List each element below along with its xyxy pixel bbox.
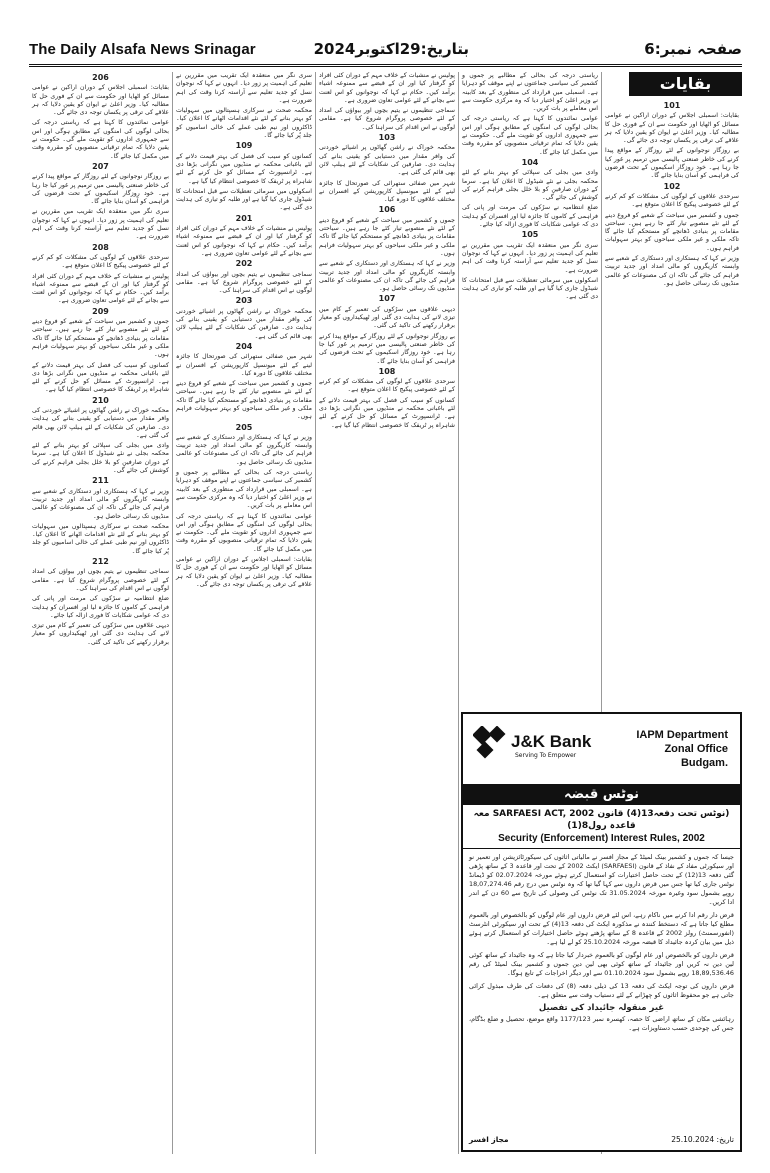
paragraph: وادی میں بجلی کی سپلائی کو بہتر بنانے کے لئے محکمہ بجلی نے نئے شیڈول کا اعلان کیا ہے۔ سرما کے دوران صارفین کو بلا خلل بجلی فراہم کرنے کی کوشش کی جائے گی۔	[32, 442, 169, 475]
article-number: 108	[378, 366, 396, 376]
notice-title: نوٹس قبضہ	[463, 785, 740, 805]
paragraph: وزیر نے کہا کہ ہستکاری اور دستکاری کے شعبے سے وابستہ کاریگروں کو مالی امداد اور جدید تربیت فراہم کی جائے گی تاکہ ان کی مصنوعات کو عالمی منڈیوں تک رسائی حاصل ہو۔	[32, 487, 169, 520]
property-description: رہائشی مکان کے ساتھ اراضی کا حصہ، کھسرہ نمبر 1177/123 واقع موضع، تحصیل و ضلع بڈگام، جس کی چوحدی حسب دستاویزات ہے۔	[469, 1015, 734, 1032]
paragraph: ضلع انتظامیہ نے سڑکوں کی مرمت اور پانی کی فراہمی کے کاموں کا جائزہ لیا اور افسران کو ہدایت دی کہ عوامی شکایات کا فوری ازالہ کیا جائے۔	[32, 595, 169, 619]
paragraph: سرحدی علاقوں کے لوگوں کی مشکلات کو کم کرنے کے لئے خصوصی پیکیج کا اعلان متوقع ہے۔	[319, 378, 455, 394]
article-number: 209	[92, 306, 109, 316]
article-number: 205	[235, 422, 253, 432]
paragraph: شہر میں صفائی ستھرائی کی صورتحال کا جائزہ لینے کے لئے میونسپل کارپوریشن کے افسران نے مختلف علاقوں کا دورہ کیا۔	[176, 353, 312, 377]
paragraph: پولیس نے منشیات کے خلاف مہم کے دوران کئی افراد کو گرفتار کیا اور ان کے قبضے سے ممنوعہ اشیاء برآمد کیں۔ حکام نے کہا کہ نوجوانوں کو اس لعنت سے بچانے کے لئے عوامی تعاون ضروری ہے۔	[176, 225, 312, 257]
paragraph: کسانوں کو سیب کی فصل کی بہتر قیمت دلانے کے لئے باغبانی محکمہ نے منڈیوں میں نگرانی بڑھا دی ہے۔ ٹرانسپورٹ کے مسائل کو حل کرنے کے لئے شاہراہ پر ٹریفک کا خصوصی انتظام کیا گیا ہے۔	[176, 152, 312, 185]
article-number: 207	[92, 161, 109, 171]
paragraph: اسکولوں میں سرمائی تعطیلات سے قبل امتحانات کا شیڈول جاری کیا گیا ہے اور طلبہ کو تیاری کی ہدایت دی گئی ہے۔	[462, 276, 598, 301]
paragraph: محکمہ خوراک نے راشن گھاٹوں پر اشیائے خوردنی کی وافر مقدار میں دستیابی کو یقینی بنانے کی ہدایت دی۔ صارفین کی شکایات کے لئے ہیلپ لائن بھی قائم کی گئی ہے۔	[319, 144, 455, 177]
paragraph: اسکولوں میں سرمائی تعطیلات سے قبل امتحانات کا شیڈول جاری کیا گیا ہے اور طلبہ کو تیاری کی ہدایت دی گئی ہے۔	[176, 187, 312, 212]
notice-paragraph: قرض دار رقم ادا کرنے میں ناکام رہے، اس لئے قرض داروں اور عام لوگوں کو بالخصوص اور بالعموم مطلع کیا جاتا ہے کہ دستخط کنندہ نے مذکورہ ایکٹ کی دفعہ 13(4) کے تحت اور سیکورٹی انٹرسٹ (انفورسمنٹ) رولز 2002 کے قاعدہ 8 کے ساتھ پڑھتے ہوئے حاصل اختیارات کو استعمال کرتے ہوئے ذیل میں بیان کردہ جائیداد کا قبضہ مورخہ 25.10.2024 کو لے لیا ہے۔	[469, 911, 735, 946]
bank-name: J&K Bank	[511, 732, 592, 751]
column-4	[172, 72, 315, 1154]
paragraph: دیہی علاقوں میں سڑکوں کی تعمیر کے کام میں تیزی لانے کی ہدایت دی گئی اور ٹھیکیداروں کو معیار برقرار رکھنے کی تاکید کی گئی۔	[319, 305, 455, 330]
paragraph: سرحدی علاقوں کے لوگوں کی مشکلات کو کم کرنے کے لئے خصوصی پیکیج کا اعلان متوقع ہے۔	[605, 192, 739, 209]
paragraph: شہر میں صفائی ستھرائی کی صورتحال کا جائزہ لینے کے لئے میونسپل کارپوریشن کے افسران نے مختلف علاقوں کا دورہ کیا۔	[319, 179, 455, 204]
bank-logo-icon	[473, 726, 507, 760]
office-name: Zonal Office Budgam.	[664, 743, 728, 769]
paragraph: پولیس نے منشیات کے خلاف مہم کے دوران کئی افراد کو گرفتار کیا اور ان کے قبضے سے ممنوعہ اشیاء برآمد کیں۔ حکام نے کہا کہ نوجوانوں کو اس لعنت سے بچانے کے لئے عوامی تعاون ضروری ہے۔	[32, 272, 169, 305]
paragraph: کسانوں کو سیب کی فصل کی بہتر قیمت دلانے کے لئے باغبانی محکمہ نے منڈیوں میں نگرانی بڑھا دی ہے۔ ٹرانسپورٹ کے مسائل کو حل کرنے کے لئے شاہراہ پر ٹریفک کا خصوصی انتظام کیا گیا ہے۔	[319, 396, 455, 429]
paragraph: جموں و کشمیر میں سیاحت کے شعبے کو فروغ دینے کے لئے نئے منصوبے تیار کئے جا رہے ہیں۔ سیاحتی مقامات پر بنیادی ڈھانچے کو مستحکم کیا جائے گا تاکہ ملکی و غیر ملکی سیاحوں کو بہتر سہولیات فراہم ہوں۔	[176, 380, 312, 421]
bank-logo	[473, 726, 593, 772]
paragraph: بقایات: اسمبلی اجلاس کے دوران اراکین نے عوامی مسائل کو اٹھایا اور حکومت سے ان کے فوری حل کا مطالبہ کیا۔ وزیر اعلیٰ نے ایوان کو یقین دلایا کہ ہر علاقے کی ترقی پر یکساں توجہ دی جائے گی۔	[32, 84, 169, 117]
paragraph: سماجی تنظیموں نے یتیم بچوں اور بیواؤں کی امداد کے لئے خصوصی پروگرام شروع کیا ہے۔ مقامی لوگوں نے اس اقدام کی سراہنا کی۔	[176, 270, 312, 295]
article-number: 106	[378, 205, 396, 215]
paragraph: پولیس نے منشیات کے خلاف مہم کے دوران کئی افراد کو گرفتار کیا اور ان کے قبضے سے ممنوعہ اشیاء برآمد کیں۔ حکام نے کہا کہ نوجوانوں کو اس لعنت سے بچانے کے لئے عوامی تعاون ضروری ہے۔	[319, 72, 455, 104]
paragraph: وزیر نے کہا کہ ہستکاری اور دستکاری کے شعبے سے وابستہ کاریگروں کو مالی امداد اور جدید تربیت فراہم کی جائے گی تاکہ ان کی مصنوعات کو عالمی منڈیوں تک رسائی حاصل ہو۔	[605, 255, 739, 287]
paragraph: سرحدی علاقوں کے لوگوں کی مشکلات کو کم کرنے کے لئے خصوصی پیکیج کا اعلان متوقع ہے۔	[32, 253, 169, 270]
article-number: 206	[92, 73, 109, 82]
paragraph: بے روزگار نوجوانوں کے لئے روزگار کے مواقع پیدا کرنے کی خاطر صنعتی پالیسی میں ترمیم پر غور کیا جا رہا ہے۔ خود روزگار اسکیموں کے تحت قرضوں کی فراہمی کو آسان بنایا جائے گا۔	[605, 147, 739, 180]
paragraph: وزیر نے کہا کہ ہستکاری اور دستکاری کے شعبے سے وابستہ کاریگروں کو مالی امداد اور جدید تربیت فراہم کی جائے گی تاکہ ان کی مصنوعات کو عالمی منڈیوں تک رسائی حاصل ہو۔	[319, 260, 455, 293]
paragraph: محکمہ صحت نے سرکاری ہسپتالوں میں سہولیات کو بہتر بنانے کے لئے نئے اقدامات اٹھانے کا اعلان کیا۔ ڈاکٹروں اور نیم طبی عملے کی خالی اسامیوں کو جلد پُر کیا جائے گا۔	[32, 522, 169, 555]
article-number: 204	[235, 341, 253, 351]
paragraph: عوامی نمائندوں کا کہنا ہے کہ ریاستی درجہ کی بحالی لوگوں کی امنگوں کے مطابق ہوگی اور اس سے جمہوری اداروں کو تقویت ملے گی۔ حکومت نے یقین دلایا کہ تمام ترقیاتی منصوبوں کو مقررہ وقت میں مکمل کیا جائے گا۔	[462, 115, 598, 156]
notice-subtitle: (نوٹس تحت دفعہ13(4) قانون SARFAESI ACT, 2002 معہ قاعدہ رول8(1)	[473, 809, 730, 831]
columns-area	[29, 72, 742, 1154]
article-number: 104	[521, 157, 539, 167]
page-meta	[314, 40, 742, 58]
notice-date: تاریخ: 25.10.2024	[671, 1135, 734, 1144]
authorized-officer: مجاز افسر	[469, 1135, 509, 1144]
notice-subtitle-english: Security (Enforcement) Interest Rules, 2002	[463, 833, 740, 849]
notice-body	[463, 849, 740, 1115]
paragraph: بے روزگار نوجوانوں کے لئے روزگار کے مواقع پیدا کرنے کی خاطر صنعتی پالیسی میں ترمیم پر غور کیا جا رہا ہے۔ خود روزگار اسکیموں کے تحت قرضوں کی فراہمی کو آسان بنایا جائے گا۔	[32, 173, 169, 206]
article-number: 103	[378, 133, 396, 143]
paragraph: ریاستی درجہ کی بحالی کے مطالبے پر جموں و کشمیر کی سیاسی جماعتوں نے اپنے موقف کو دہرایا ہے۔ اسمبلی میں قرارداد کی منظوری کے بعد کابینہ نے وزیر اعلیٰ کو اختیار دیا کہ وہ مرکزی حکومت سے اس معاملے پر بات کریں۔	[176, 469, 312, 510]
notice-paragraph: قرض داروں کی توجہ ایکٹ کی دفعہ 13 کی ذیلی دفعہ (8) کی دفعات کی طرف مبذول کرائی جاتی ہے جو محفوظ اثاثوں کو چھڑانے کے لئے دستیاب وقت سے متعلق ہے۔	[469, 982, 734, 999]
paragraph: ضلع انتظامیہ نے سڑکوں کی مرمت اور پانی کی فراہمی کے کاموں کا جائزہ لیا اور افسران کو ہدایت دی کہ عوامی شکایات کا فوری ازالہ کیا جائے۔	[462, 204, 598, 229]
paragraph: سری نگر میں منعقدہ ایک تقریب میں مقررین نے تعلیم کی اہمیت پر زور دیا۔ انہوں نے کہا کہ نوجوان نسل کو جدید تعلیم سے آراستہ کرنا وقت کی اہم ضرورت ہے۔	[32, 208, 169, 241]
article-number: 101	[663, 101, 681, 110]
column-3	[315, 72, 458, 1154]
paragraph: دیہی علاقوں میں سڑکوں کی تعمیر کے کام میں تیزی لانے کی ہدایت دی گئی اور ٹھیکیداروں کو معیار برقرار رکھنے کی تاکید کی گئی۔	[32, 622, 169, 646]
paragraph: محکمہ خوراک نے راشن گھاٹوں پر اشیائے خوردنی کی وافر مقدار میں دستیابی کو یقینی بنانے کی ہدایت دی۔ صارفین کی شکایات کے لئے ہیلپ لائن بھی قائم کی گئی ہے۔	[176, 307, 312, 340]
article-number: 102	[663, 181, 681, 191]
column-5	[29, 72, 172, 1154]
paragraph: کسانوں کو سیب کی فصل کی بہتر قیمت دلانے کے لئے باغبانی محکمہ نے منڈیوں میں نگرانی بڑھا دی ہے۔ ٹرانسپورٹ کے مسائل کو حل کرنے کے لئے شاہراہ پر ٹریفک کا خصوصی انتظام کیا گیا ہے۔	[32, 361, 169, 394]
article-number: 107	[378, 294, 396, 304]
article-number: 211	[92, 476, 109, 486]
issue-date: بتاریخ:29اکتوبر2024	[313, 40, 470, 58]
masthead-bar	[29, 34, 742, 67]
paragraph: سری نگر میں منعقدہ ایک تقریب میں مقررین نے تعلیم کی اہمیت پر زور دیا۔ انہوں نے کہا کہ نوجوان نسل کو جدید تعلیم سے آراستہ کرنا وقت کی اہم ضرورت ہے۔	[462, 241, 598, 274]
section-title: بقایات	[629, 72, 742, 96]
paragraph: عوامی نمائندوں کا کہنا ہے کہ ریاستی درجہ کی بحالی لوگوں کی امنگوں کے مطابق ہوگی اور اس سے جمہوری اداروں کو تقویت ملے گی۔ حکومت نے یقین دلایا کہ تمام ترقیاتی منصوبوں کو مقررہ وقت میں مکمل کیا جائے گا۔	[32, 119, 169, 160]
paragraph: جموں و کشمیر میں سیاحت کے شعبے کو فروغ دینے کے لئے نئے منصوبے تیار کئے جا رہے ہیں۔ سیاحتی مقامات پر بنیادی ڈھانچے کو مستحکم کیا جائے گا تاکہ ملکی و غیر ملکی سیاحوں کو بہتر سہولیات فراہم ہوں۔	[605, 211, 739, 252]
notice-paragraph: جیسا کہ جموں و کشمیر بینک لمیٹڈ کے مجاز افسر نے مالیاتی اثاثوں کی سیکورٹائزیشن اور تعمیر نو اور سیکورٹی مفاد کے نفاذ کے قانون (SARFAESI) ایکٹ 2002 کے تحت اور قاعدہ 3 کے ساتھ پڑھی گئی دفعہ 13(12) کے تحت حاصل اختیارات کو استعمال کرتے ہوئے مورخہ 02.07.2024 کو ڈیمانڈ نوٹس جاری کیا تھا جس میں قرض داروں سے کہا گیا تھا کہ وہ نوٹس میں درج رقم 18,07,274.46 روپے بشمول سود وغیرہ مورخہ 31.05.2024 تک نوٹس کی وصولی کی تاریخ سے 60 دن کے اندر ادا کریں۔	[469, 853, 734, 906]
paragraph: بے روزگار نوجوانوں کے لئے روزگار کے مواقع پیدا کرنے کی خاطر صنعتی پالیسی میں ترمیم پر غور کیا جا رہا ہے۔ خود روزگار اسکیموں کے تحت قرضوں کی فراہمی کو آسان بنایا جائے گا۔	[319, 332, 455, 365]
newspaper-name: The Daily Alsafa News Srinagar	[29, 40, 256, 58]
bank-tagline: Serving To Empower	[515, 752, 577, 759]
article-number: 201	[235, 213, 253, 223]
paragraph: سماجی تنظیموں نے یتیم بچوں اور بیواؤں کی امداد کے لئے خصوصی پروگرام شروع کیا ہے۔ مقامی لوگوں نے اس اقدام کی سراہنا کی۔	[32, 568, 169, 592]
ad-header	[463, 714, 740, 785]
paragraph: سری نگر میں منعقدہ ایک تقریب میں مقررین نے تعلیم کی اہمیت پر زور دیا۔ انہوں نے کہا کہ نوجوان نسل کو جدید تعلیم سے آراستہ کرنا وقت کی اہم ضرورت ہے۔	[176, 72, 312, 104]
paragraph: محکمہ صحت نے سرکاری ہسپتالوں میں سہولیات کو بہتر بنانے کے لئے نئے اقدامات اٹھانے کا اعلان کیا۔ ڈاکٹروں اور نیم طبی عملے کی خالی اسامیوں کو جلد پُر کیا جائے گا۔	[176, 107, 312, 140]
notice-footer	[469, 1135, 734, 1144]
paragraph: جموں و کشمیر میں سیاحت کے شعبے کو فروغ دینے کے لئے نئے منصوبے تیار کئے جا رہے ہیں۔ سیاحتی مقامات پر بنیادی ڈھانچے کو مستحکم کیا جائے گا تاکہ ملکی و غیر ملکی سیاحوں کو بہتر سہولیات فراہم ہوں۔	[319, 216, 455, 257]
department-name: IAPM Department	[636, 729, 728, 741]
paragraph: عوامی نمائندوں کا کہنا ہے کہ ریاستی درجہ کی بحالی لوگوں کی امنگوں کے مطابق ہوگی اور اس سے جمہوری اداروں کو تقویت ملے گی۔ حکومت نے یقین دلایا کہ تمام ترقیاتی منصوبوں کو مقررہ وقت میں مکمل کیا جائے گا۔	[176, 512, 312, 553]
article-number: 203	[235, 296, 253, 306]
paragraph: بقایات: اسمبلی اجلاس کے دوران اراکین نے عوامی مسائل کو اٹھایا اور حکومت سے ان کے فوری حل کا مطالبہ کیا۔ وزیر اعلیٰ نے ایوان کو یقین دلایا کہ ہر علاقے کی ترقی پر یکساں توجہ دی جائے گی۔	[605, 112, 739, 145]
paragraph: بقایات: اسمبلی اجلاس کے دوران اراکین نے عوامی مسائل کو اٹھایا اور حکومت سے ان کے فوری حل کا مطالبہ کیا۔ وزیر اعلیٰ نے ایوان کو یقین دلایا کہ ہر علاقے کی ترقی پر یکساں توجہ دی جائے گی۔	[176, 556, 312, 588]
page-number: صفحہ نمبر:6	[644, 40, 742, 58]
bank-notice-ad	[461, 712, 742, 1152]
article-number: 109	[235, 141, 253, 151]
property-heading: غیر منقولہ جائیداد کی تفصیل	[538, 1003, 665, 1013]
article-number: 210	[92, 395, 109, 405]
paragraph: سماجی تنظیموں نے یتیم بچوں اور بیواؤں کی امداد کے لئے خصوصی پروگرام شروع کیا ہے۔ مقامی لوگوں نے اس اقدام کی سراہنا کی۔	[319, 107, 455, 131]
paragraph: وزیر نے کہا کہ ہستکاری اور دستکاری کے شعبے سے وابستہ کاریگروں کو مالی امداد اور جدید تربیت فراہم کی جائے گی تاکہ ان کی مصنوعات کو عالمی منڈیوں تک رسائی حاصل ہو۔	[176, 433, 312, 466]
newspaper-page	[29, 34, 742, 1154]
article-number: 105	[521, 230, 539, 240]
article-number: 208	[92, 242, 109, 252]
paragraph: محکمہ خوراک نے راشن گھاٹوں پر اشیائے خوردنی کی وافر مقدار میں دستیابی کو یقینی بنانے کی ہدایت دی۔ صارفین کی شکایات کے لئے ہیلپ لائن بھی قائم کی گئی ہے۔	[32, 406, 169, 439]
paragraph: ریاستی درجہ کی بحالی کے مطالبے پر جموں و کشمیر کی سیاسی جماعتوں نے اپنے موقف کو دہرایا ہے۔ اسمبلی میں قرارداد کی منظوری کے بعد کابینہ نے وزیر اعلیٰ کو اختیار دیا کہ وہ مرکزی حکومت سے اس معاملے پر بات کریں۔	[462, 72, 598, 113]
paragraph: وادی میں بجلی کی سپلائی کو بہتر بنانے کے لئے محکمہ بجلی نے نئے شیڈول کا اعلان کیا ہے۔ سرما کے دوران صارفین کو بلا خلل بجلی فراہم کرنے کی کوشش کی جائے گی۔	[462, 169, 598, 202]
article-number: 212	[92, 557, 109, 567]
notice-paragraph: قرض داروں کو بالخصوص اور عام لوگوں کو بالعموم خبردار کیا جاتا ہے کہ وہ جائیداد کے ساتھ کوئی لین دین نہ کریں اور جائیداد کے ساتھ کوئی بھی لین دین جموں و کشمیر بینک لمیٹڈ کی رقم 18,89,536.46 روپے بشمول سود 01.10.2024 سے اور دیگر اخراجات کے تابع ہوگا۔	[469, 951, 734, 977]
department-block	[618, 728, 728, 770]
paragraph: جموں و کشمیر میں سیاحت کے شعبے کو فروغ دینے کے لئے نئے منصوبے تیار کئے جا رہے ہیں۔ سیاحتی مقامات پر بنیادی ڈھانچے کو مستحکم کیا جائے گا تاکہ ملکی و غیر ملکی سیاحوں کو بہتر سہولیات فراہم ہوں۔	[32, 318, 169, 359]
masthead	[29, 41, 256, 58]
article-number: 202	[235, 259, 253, 269]
